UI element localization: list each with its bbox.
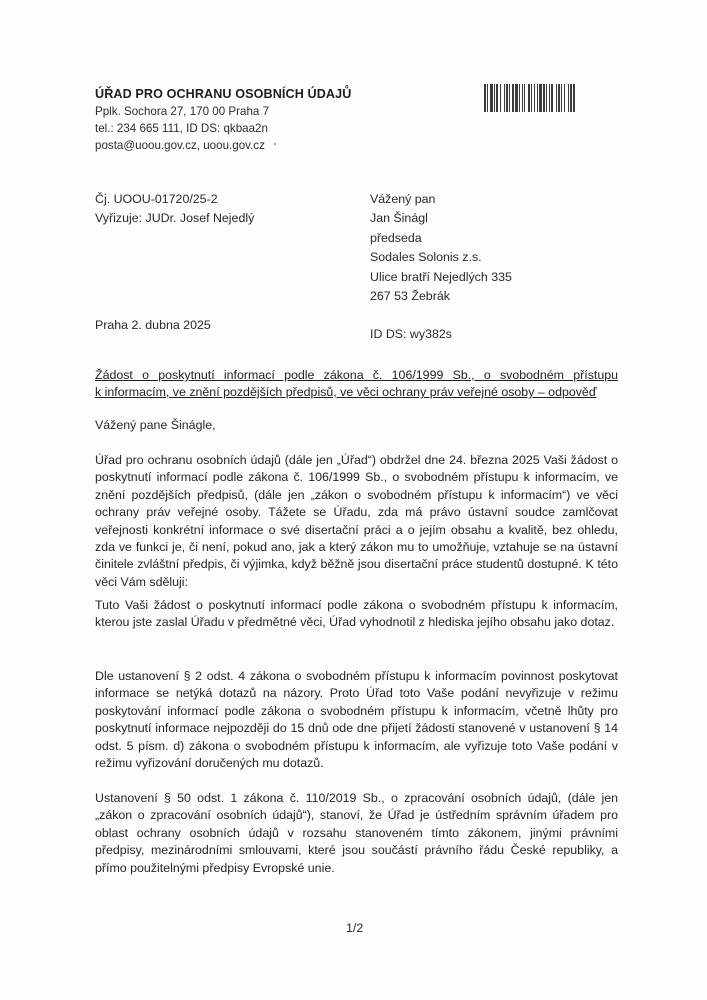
sender-letterhead: [95, 86, 351, 155]
greeting: Vážený pane Šinágle,: [95, 418, 216, 432]
body-paragraph: Dle ustanovení § 2 odst. 4 zákona o svobodném přístupu k informacím povinnost poskytovat informace se netýká dotazů na názory. Proto Úřad toto Vaše podání nevyřizuje v režimu poskytování informací podle zákona o svobodném přístupu k informacím, včetně lhůty pro poskytnutí informace nejpozději do 15 dnů ode dne přijetí žádosti stanovené v ustanovení § 14 odst. 5 písm. d) zákona o svobodném přístupu k informacím, ale vyřizuje toto Vaše podání v režimu vyřizování doručených mu dotazů.: [95, 669, 618, 771]
letter-date: Praha 2. dubna 2025: [95, 318, 211, 332]
handled-by: Vyřizuje: JUDr. Josef Nejedlý: [95, 211, 255, 226]
subject-line-1: Žádost o poskytnutí informací podle zákona č. 106/1999 Sb., o svobodném přístupu: [95, 368, 618, 382]
barcode-stripe: [575, 84, 576, 112]
reference-block: [95, 190, 254, 229]
body-paragraph: Tuto Vaši žádost o poskytnutí informací podle zákona o svobodném přístupu k informacím, kterou jste zaslal Úřadu v předmětné věci, Úřad vyhodnotil z hlediska jejího obsahu jako dotaz.: [95, 598, 618, 630]
recipient-name: Jan Šinágl: [370, 211, 428, 226]
barcode-icon: [484, 84, 614, 116]
recipient-address-block: [370, 190, 512, 345]
case-number: Čj. UOOU-01720/25-2: [95, 192, 218, 206]
page-number: 1/2: [346, 921, 364, 935]
recipient-organization: Sodales Solonis z.s.: [370, 250, 482, 265]
subject-line: [95, 367, 618, 401]
subject-line-2: k informacím, ve znění pozdějších předpisů, ve věci ochrany práv veřejné osoby – odpověď: [95, 385, 597, 399]
body-paragraph: Ustanovení § 50 odst. 1 zákona č. 110/2019 Sb., o zpracování osobních údajů, (dále jen „zákon o zpracování osobních údajů“), stanoví, že Úřad je ústředním správním úřadem pro oblast ochrany osobních údajů v rozsahu stanoveném tímto zákonem, jinými právními předpisy, mezinárodními smlouvami, které jsou součástí právního řádu České republiky, a přímo použitelnými předpisy Evropské unie.: [95, 791, 618, 875]
recipient-street: Ulice bratří Nejedlých 335: [370, 269, 512, 284]
sender-contact: posta@uoou.gov.cz, uoou.gov.cz: [95, 139, 265, 153]
scan-speck: [274, 143, 276, 145]
body-paragraph: Úřad pro ochranu osobních údajů (dále jen „Úřad“) obdržel dne 24. března 2025 Vaši žádost o poskytnutí informací podle zákona č. 106/1999 Sb., o svobodném přístupu k informacím, ve znění pozdějších předpisů, (dále jen „zákon o svobodném přístupu k informacím“) ve věci ochrany práv veřejné osoby. Tážete se Úřadu, zda má právo ústavní soudce zamlčovat veřejnosti konkrétní informace o své disertační práci a o jejím obsahu a kvalitě, bez ohledu, zda ve funkci je, či není, pokud ano, jak a který zákon mu to umožňuje, vztahuje se na ústavní činitele zvláštní předpis, či výjimka, když běžně jsou disertační práce studentů dostupné. K této věci Vám sděluji:: [95, 453, 618, 589]
recipient-salutation: Vážený pan: [370, 192, 436, 206]
recipient-role: předseda: [370, 230, 422, 245]
sender-organization-name: ÚŘAD PRO OCHRANU OSOBNÍCH ÚDAJŮ: [95, 87, 352, 101]
sender-phone-data-box: tel.: 234 665 111, ID DS: qkbaa2n: [95, 122, 268, 136]
recipient-city: 267 53 Žebrák: [370, 289, 450, 304]
recipient-data-box: ID DS: wy382s: [370, 327, 452, 342]
sender-address: Pplk. Sochora 27, 170 00 Praha 7: [95, 105, 270, 118]
